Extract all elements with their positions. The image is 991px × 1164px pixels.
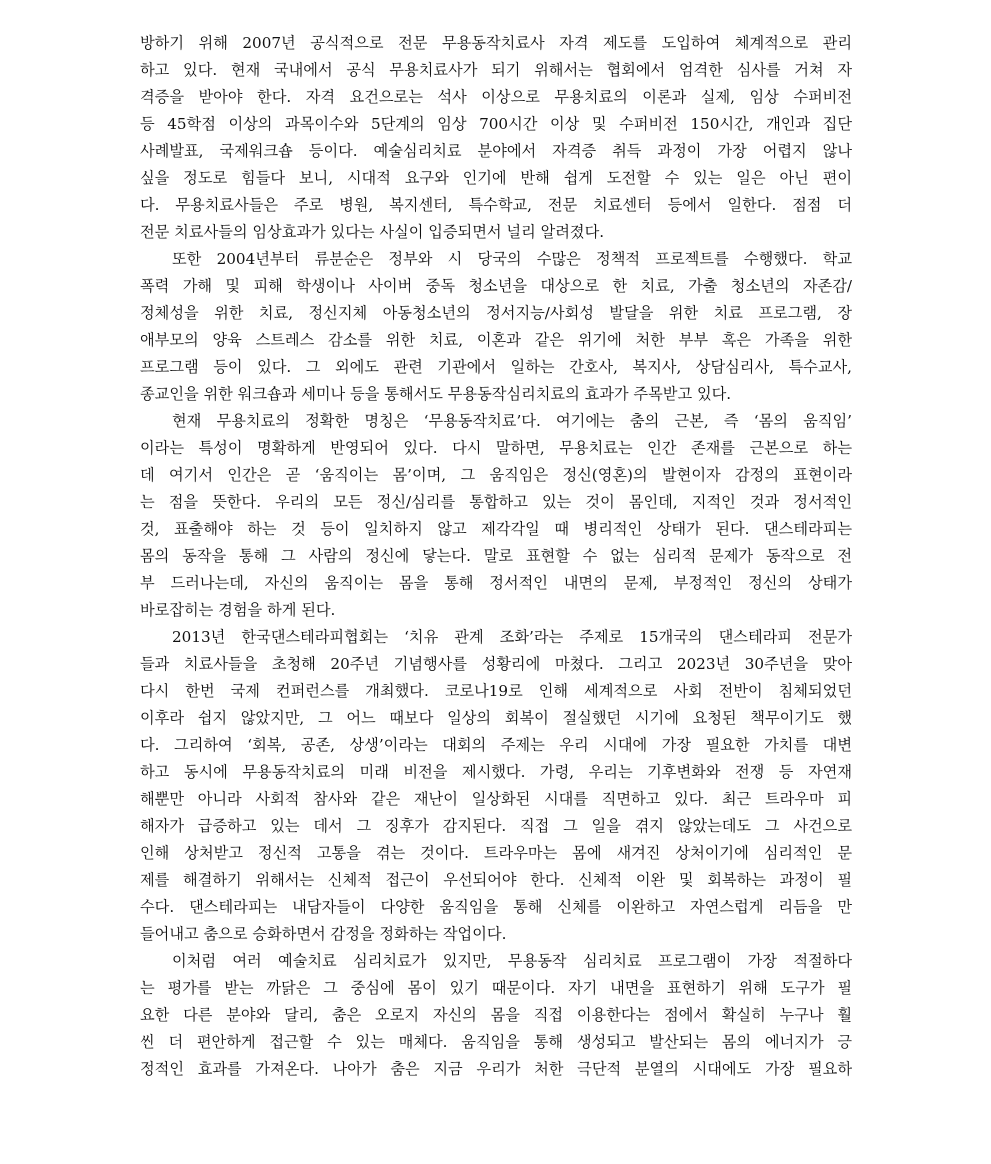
text-line: 해자가 급증하고 있는 데서 그 징후가 감지된다. 직접 그 일을 겪지 않았는데도 그 사건으로 — [140, 817, 852, 835]
paragraph — [140, 948, 852, 1083]
text-line: 다시 한번 국제 컨퍼런스를 개최했다. 코로나19로 인해 세계적으로 사회 전반이 침체되었던 — [140, 682, 852, 700]
text-line: 수다. 댄스테라피는 내담자들이 다양한 움직임을 통해 신체를 이완하고 자연스럽게 리듬을 만 — [140, 898, 852, 916]
text-line: 정체성을 위한 치료, 정신지체 아동청소년의 정서지능/사회성 발달을 위한 치료 프로그램, 장 — [140, 304, 852, 322]
text-line: 요한 다른 분야와 달리, 춤은 오로지 자신의 몸을 직접 이용한다는 점에서 확실히 누구나 훨 — [140, 1006, 852, 1024]
text-line: 이후라 쉽지 않았지만, 그 어느 때보다 일상의 회복이 절실했던 시기에 요청된 책무이기도 했 — [140, 709, 852, 727]
text-line: 씬 더 편안하게 접근할 수 있는 매체다. 움직임을 통해 생성되고 발산되는 몸의 에너지가 긍 — [140, 1033, 852, 1051]
paragraph — [140, 624, 852, 948]
paragraph — [140, 30, 852, 246]
text-line: 하고 동시에 무용동작치료의 미래 비전을 제시했다. 가령, 우리는 기후변화와 전쟁 등 자연재 — [140, 763, 852, 781]
text-line: 해뿐만 아니라 사회적 참사와 같은 재난이 일상화된 시대를 직면하고 있다. 최근 트라우마 피 — [140, 790, 852, 808]
text-line: 바로잡히는 경험을 하게 된다. — [140, 601, 336, 619]
text-line: 인해 상처받고 정신적 고통을 겪는 것이다. 트라우마는 몸에 새겨진 상처이기에 심리적인 문 — [140, 844, 852, 862]
text-line: 들과 치료사들을 초청해 20주년 기념행사를 성황리에 마쳤다. 그리고 2023년 30주년을 맞아 — [140, 655, 852, 673]
text-line: 제를 해결하기 위해서는 신체적 접근이 우선되어야 한다. 신체적 이완 및 회복하는 과정이 필 — [140, 871, 852, 889]
text-line: 등 45학점 이상의 과목이수와 5단계의 임상 700시간 이상 및 수퍼비전 150시간, 개인과 집단 — [140, 115, 852, 133]
text-line: 싶을 정도로 힘들다 보니, 시대적 요구와 인기에 반해 쉽게 도전할 수 있는 일은 아닌 편이 — [140, 169, 852, 187]
document-body — [140, 0, 852, 1083]
text-line: 다. 무용치료사들은 주로 병원, 복지센터, 특수학교, 전문 치료센터 등에서 일한다. 점점 더 — [140, 196, 852, 214]
text-line: 들어내고 춤으로 승화하면서 감정을 정화하는 작업이다. — [140, 925, 507, 943]
paragraph — [140, 408, 852, 624]
text-line: 격증을 받아야 한다. 자격 요건으로는 석사 이상으로 무용치료의 이론과 실제, 임상 수퍼비전 — [140, 88, 852, 106]
text-line: 정적인 효과를 가져온다. 나아가 춤은 지금 우리가 처한 극단적 분열의 시대에도 가장 필요하 — [140, 1060, 852, 1078]
text-line: 부 드러나는데, 자신의 움직이는 몸을 통해 정서적인 내면의 문제, 부정적인 정신의 상태가 — [140, 574, 852, 592]
text-line: 몸의 동작을 통해 그 사람의 정신에 닿는다. 말로 표현할 수 없는 심리적 문제가 동작으로 전 — [140, 547, 852, 565]
text-line: 하고 있다. 현재 국내에서 공식 무용치료사가 되기 위해서는 협회에서 엄격한 심사를 거쳐 자 — [140, 61, 852, 79]
text-line: 이라는 특성이 명확하게 반영되어 있다. 다시 말하면, 무용치료는 인간 존재를 근본으로 하는 — [140, 439, 852, 457]
text-line: 현재 무용치료의 정확한 명칭은 ‘무용동작치료’다. 여기에는 춤의 근본, 즉 ‘몸의 움직임’ — [172, 412, 852, 430]
text-line: 방하기 위해 2007년 공식적으로 전문 무용동작치료사 자격 제도를 도입하여 체계적으로 관리 — [140, 34, 852, 52]
text-line: 또한 2004년부터 류분순은 정부와 시 당국의 수많은 정책적 프로젝트를 수행했다. 학교 — [172, 250, 852, 268]
text-line: 이처럼 여러 예술치료 심리치료가 있지만, 무용동작 심리치료 프로그램이 가장 적절하다 — [172, 952, 852, 970]
text-line: 것, 표출해야 하는 것 등이 일치하지 않고 제각각일 때 병리적인 상태가 된다. 댄스테라피는 — [140, 520, 852, 538]
text-line: 사례발표, 국제워크숍 등이다. 예술심리치료 분야에서 자격증 취득 과정이 가장 어렵지 않나 — [140, 142, 852, 160]
text-line: 애부모의 양육 스트레스 감소를 위한 치료, 이혼과 같은 위기에 처한 부부 혹은 가족을 위한 — [140, 331, 852, 349]
text-line: 프로그램 등이 있다. 그 외에도 관련 기관에서 일하는 간호사, 복지사, 상담심리사, 특수교사, — [140, 358, 852, 376]
text-line: 는 평가를 받는 까닭은 그 중심에 몸이 있기 때문이다. 자기 내면을 표현하기 위해 도구가 필 — [140, 979, 852, 997]
text-line: 종교인을 위한 워크숍과 세미나 등을 통해서도 무용동작심리치료의 효과가 주목받고 있다. — [140, 385, 732, 403]
paragraph — [140, 246, 852, 408]
text-line: 2013년 한국댄스테라피협회는 ‘치유 관계 조화’라는 주제로 15개국의 댄스테라피 전문가 — [172, 628, 852, 646]
text-line: 데 여기서 인간은 곧 ‘움직이는 몸’이며, 그 움직임은 정신(영혼)의 발현이자 감정의 표현이라 — [140, 466, 852, 484]
text-line: 는 점을 뜻한다. 우리의 모든 정신/심리를 통합하고 있는 것이 몸인데, 지적인 것과 정서적인 — [140, 493, 852, 511]
text-line: 폭력 가해 및 피해 학생이나 사이버 중독 청소년을 대상으로 한 치료, 가출 청소년의 자존감/ — [140, 277, 852, 295]
text-line: 전문 치료사들의 임상효과가 있다는 사실이 입증되면서 널리 알려졌다. — [140, 223, 605, 241]
text-line: 다. 그리하여 ‘회복, 공존, 상생’이라는 대회의 주제는 우리 시대에 가장 필요한 가치를 대변 — [140, 736, 852, 754]
